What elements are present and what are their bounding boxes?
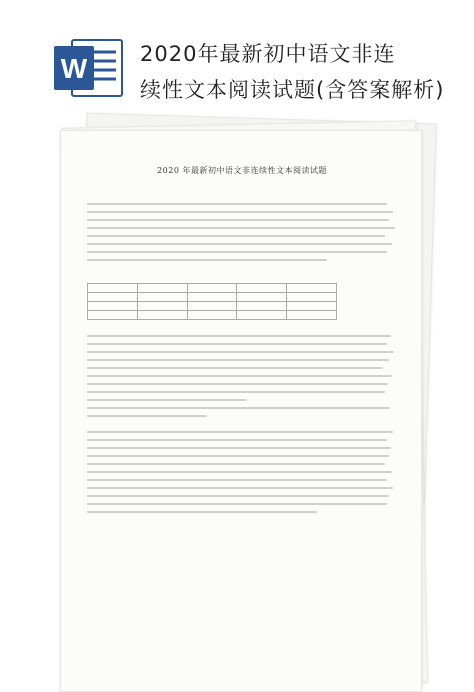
material-1-text xyxy=(87,200,397,264)
table-cell xyxy=(187,311,237,320)
table-header-row xyxy=(88,284,337,293)
table-header-cell xyxy=(287,284,337,293)
table-caption xyxy=(87,264,397,272)
answer-choice xyxy=(87,540,397,548)
table-cell xyxy=(137,293,187,302)
answer-choice xyxy=(87,548,397,556)
page-title-line-1: 2020年最新初中语文非连 xyxy=(140,42,396,66)
table-cell xyxy=(137,302,187,311)
table-subcaption xyxy=(87,272,397,280)
table-cell xyxy=(287,311,337,320)
table-header-cell xyxy=(237,284,287,293)
material-3-label xyxy=(87,420,397,428)
material-1-label xyxy=(87,192,397,200)
answer-choice xyxy=(87,532,397,540)
question-intro xyxy=(87,184,397,192)
table-row xyxy=(88,293,337,302)
table-cell xyxy=(237,302,287,311)
question-stem xyxy=(87,516,397,524)
table-cell xyxy=(137,311,187,320)
table-header-cell xyxy=(137,284,187,293)
answer-choice xyxy=(87,524,397,532)
table-cell xyxy=(88,293,138,302)
page-front xyxy=(60,130,422,692)
table-cell xyxy=(237,293,287,302)
table-cell xyxy=(187,293,237,302)
document-body xyxy=(87,155,397,556)
table-cell xyxy=(88,302,138,311)
header xyxy=(0,0,474,128)
table-cell xyxy=(187,302,237,311)
table-cell xyxy=(237,311,287,320)
table-header-cell xyxy=(88,284,138,293)
table-row xyxy=(88,311,337,320)
material-2-label xyxy=(87,324,397,332)
answer-choices xyxy=(87,524,397,556)
material-3-text xyxy=(87,428,397,516)
word-logo-letter: W xyxy=(60,53,88,84)
page-title-line-2: 续性文本阅读试题(含答案解析) xyxy=(140,78,445,102)
word-document-icon xyxy=(54,36,124,100)
table-row xyxy=(88,302,337,311)
document-preview[interactable] xyxy=(60,118,430,669)
table-cell xyxy=(287,293,337,302)
table-cell xyxy=(287,302,337,311)
table-cell xyxy=(88,311,138,320)
data-table xyxy=(87,283,337,320)
table-header-cell xyxy=(187,284,237,293)
material-2-text xyxy=(87,332,397,420)
document-title: 2020 年最新初中语文非连续性文本阅读试题 xyxy=(157,166,327,175)
